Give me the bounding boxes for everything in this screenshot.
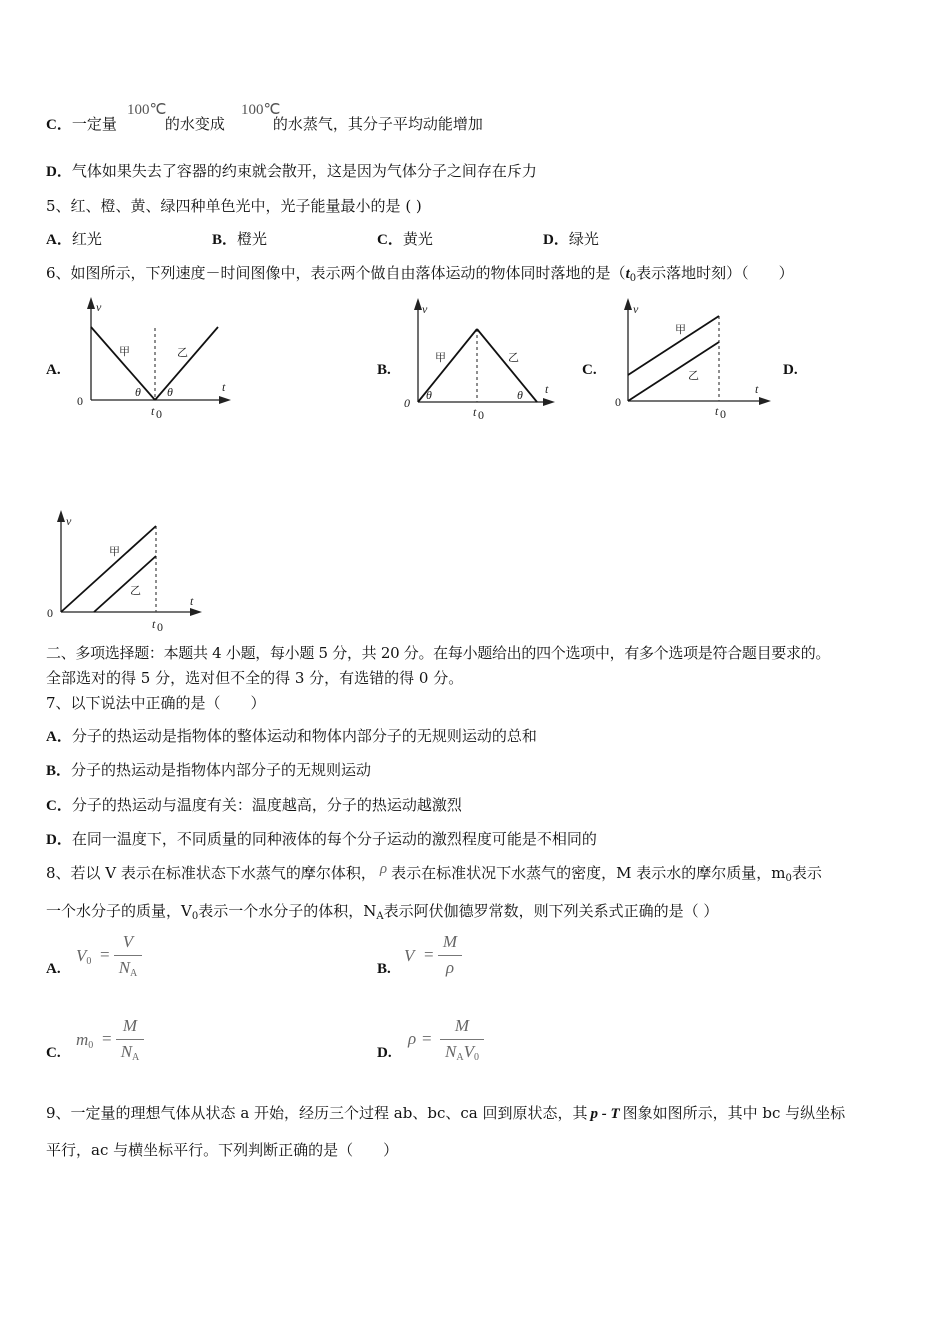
fraction-bar [116,1039,144,1040]
q5-option-d [543,229,599,250]
option-text: 的水蒸气，其分子平均动能增加 [272,115,483,133]
jia-label: 甲 [435,351,446,364]
rho-symbol: ρ [379,861,388,877]
q8-option-a-formula [76,932,156,987]
q6-option-b-label: B. [377,362,391,378]
t0-label: t [152,617,156,631]
temperature-value: 100℃ [241,102,281,118]
section2-instructions-line1: 二、多项选择题：本题共 4 小题，每小题 5 分，共 20 分。在每小题给出的四个选项中，有多个选项是符合题目要求的。 [46,644,831,662]
vt-graph-d [45,505,210,635]
v-axis-label: v [633,302,639,316]
q8-option-a-label: A. [46,961,61,977]
option-text: 橙光 [237,230,268,248]
theta-label: θ [167,385,173,399]
t-axis-label: t [545,382,549,396]
option-text: 的水变成 [164,115,225,133]
yi-label: 乙 [688,369,699,382]
denominator: $N_A$ [120,1042,140,1063]
option-text: 分子的热运动与温度有关：温度越高，分子的热运动越激烈 [71,796,462,814]
t0-sub: 0 [156,407,162,420]
q7-option-d [46,829,597,850]
stem-text: 表示 [791,864,822,882]
stem-text: 9、一定量的理想气体从状态 a 开始，经历三个过程 ab、bc、ca 回到原状态，其 [46,1104,588,1122]
q8-option-c-formula [76,1016,156,1071]
theta-label: θ [426,388,432,402]
numerator: M [122,1016,138,1035]
stem-text: 8、若以 V 表示在标准状态下水蒸气的摩尔体积， [46,864,376,882]
equals-sign: = [424,945,434,964]
v-axis-label: v [66,514,72,528]
formula-lhs: $m_0$ [76,1030,94,1051]
denominator: ρ [445,958,455,977]
option-label: B． [46,763,72,779]
numerator: M [442,932,458,951]
q6-stem [46,263,794,289]
numerator: M [454,1016,470,1035]
stem-text: 表示一个水分子的体积，N [198,902,377,920]
t0-label: t [715,404,719,418]
q5-option-b [212,229,267,250]
option-text: 黄光 [402,230,433,248]
t0-sub: 0 [720,407,726,420]
fraction-bar [440,1039,484,1040]
option-text: 在同一温度下，不同质量的同种液体的每个分子运动的激烈程度可能是不相同的 [71,830,597,848]
vt-graph-c [610,295,775,420]
stem-text: 表示在标准状况下水蒸气的密度，M 表示水的摩尔质量，m [391,864,786,882]
denominator: $N_AV_0$ [445,1042,479,1063]
jia-label: 甲 [675,323,686,336]
option-label: D． [46,832,72,848]
t0-sub: 0 [157,620,163,634]
subscript: 0 [785,873,792,884]
option-label: A． [46,729,72,745]
option-text: 一定量 [71,115,117,133]
origin-label: 0 [404,396,410,410]
equals-sign: = [422,1029,432,1048]
t-axis-label: t [222,380,226,394]
option-text: 红光 [71,230,102,248]
jia-label: 甲 [119,345,130,358]
stem-text: 图象如图所示，其中 bc 与纵坐标 [622,1104,846,1122]
q7-stem: 7、以下说法中正确的是（ ） [46,694,266,712]
numerator: V [122,932,134,951]
subscript: A [376,911,384,922]
t0-symbol: t [625,266,630,282]
stem-text: 表示阿伏伽德罗常数，则下列关系式正确的是（ ） [383,902,719,920]
q5-option-a [46,229,102,250]
option-text: 分子的热运动是指物体内部分子的无规则运动 [71,761,372,779]
denominator: $N_A$ [118,958,138,979]
option-text: 分子的热运动是指物体的整体运动和物体内部分子的无规则运动的总和 [71,727,537,745]
option-label: A． [46,232,72,248]
option-label: C． [377,232,403,248]
q7-option-a [46,726,537,747]
stem-text: 一个水分子的质量，V [46,902,192,920]
option-text: 气体如果失去了容器的约束就会散开，这是因为气体分子之间存在斥力 [71,162,537,180]
q5-stem: 5、红、橙、黄、绿四种单色光中，光子能量最小的是 ( ) [46,197,422,215]
subscript: 0 [191,911,199,922]
q8-option-b-formula [404,932,484,987]
vt-graph-b [400,295,560,420]
formula-lhs: ρ [408,1029,417,1048]
theta-label: θ [517,388,523,402]
q6-option-c-label: C. [582,362,597,378]
q8-option-d-label: D. [377,1045,392,1061]
origin-label: 0 [77,394,83,408]
t0-label: t [151,404,155,418]
vt-graph-a [75,295,240,420]
option-label: C． [46,798,72,814]
origin-label: 0 [615,395,621,409]
option-label: D． [543,232,569,248]
q8-option-c-label: C. [46,1045,61,1061]
t0-subscript: 0 [629,273,637,284]
yi-label: 乙 [130,584,141,597]
formula-lhs: $V_0$ [76,946,92,967]
equals-sign: = [102,1029,112,1048]
t-axis-label: t [755,382,759,396]
temperature-value: 100℃ [127,102,167,118]
q7-option-c [46,795,462,816]
fraction-bar [438,955,462,956]
option-label: C． [46,117,72,133]
fraction-bar [114,955,142,956]
q6-option-d-label: D. [783,362,798,378]
option-label: D． [46,164,72,180]
equals-sign: = [100,945,110,964]
origin-label: 0 [47,606,53,620]
q8-option-d-formula [408,1016,498,1071]
yi-label: 乙 [177,346,188,359]
q8-stem-line1 [46,863,822,889]
q7-option-b [46,760,371,781]
jia-label: 甲 [109,545,120,558]
t0-label: t [473,405,477,419]
q8-option-b-label: B. [377,961,391,977]
t0-sub: 0 [478,408,484,420]
stem-text: 6、如图所示，下列速度－时间图像中，表示两个做自由落体运动的物体同时落地的是（ [46,264,626,282]
v-axis-label: v [422,302,428,316]
q9-stem-line2: 平行，ac 与横坐标平行。下列判断正确的是（ ） [46,1141,399,1159]
theta-label: θ [135,385,141,399]
section2-instructions-line2: 全部选对的得 5 分，选对但不全的得 3 分，有选错的得 0 分。 [46,669,464,687]
stem-text: 表示落地时刻）（ ） [636,264,794,282]
q9-stem-line1 [46,1103,845,1124]
option-text: 绿光 [568,230,599,248]
t-axis-label: t [190,594,194,608]
q4-option-d [46,161,537,182]
v-axis-label: v [96,300,102,314]
q5-option-c [377,229,433,250]
q8-stem-line2 [46,901,718,927]
q6-option-a-label: A. [46,362,61,378]
formula-lhs: V [404,946,415,965]
yi-label: 乙 [508,351,519,364]
pT-symbol: p - T [590,1106,620,1122]
option-label: B． [212,232,238,248]
